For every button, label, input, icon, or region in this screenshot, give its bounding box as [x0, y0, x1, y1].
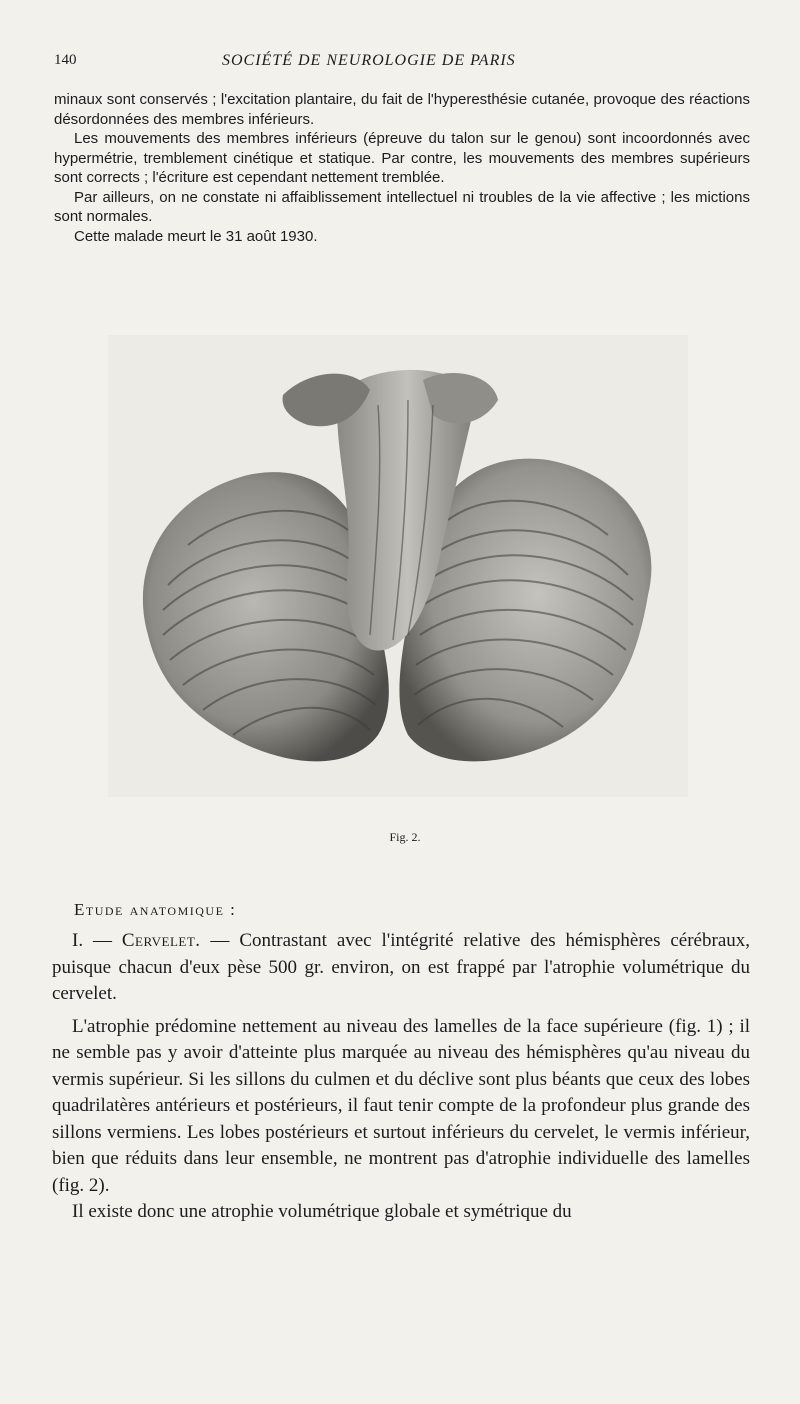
- paragraph-text: — Contrastant avec l'intégrité relative des hémisphères cérébraux, puisque chacun d'eux pèse 500 gr. environ, on est frappé par l'atrophie volumétrique du cervelet.: [52, 930, 750, 1004]
- subsection-heading: Cervelet.: [121, 930, 201, 951]
- journal-title: SOCIÉTÉ DE NEUROLOGIE DE PARIS: [222, 52, 516, 69]
- paragraph: [52, 928, 750, 1008]
- section-title: Etude anatomique :: [74, 900, 237, 919]
- figure-caption: Fig. 2.: [389, 830, 421, 844]
- paragraph: Cette malade meurt le 31 août 1930.: [74, 227, 318, 245]
- cerebellum-photograph: [108, 335, 688, 797]
- paragraph: minaux sont conservés ; l'excitation plantaire, du fait de l'hyperesthésie cutanée, provoque des réactions désordonnées des membres inférieurs.: [54, 91, 750, 128]
- section-number: I. —: [72, 930, 122, 951]
- paragraph: Par ailleurs, on ne constate ni affaiblissement intellectuel ni troubles de la vie affective ; les mictions sont normales.: [54, 188, 750, 225]
- page-number: 140: [54, 52, 77, 68]
- clinical-text: [54, 90, 750, 246]
- paragraph: L'atrophie prédomine nettement au niveau des lamelles de la face supérieure (fig. 1) ; il ne semble pas y avoir d'atteinte plus marquée au niveau des hémisphères qu'au niveau du vermis supérieur. Si les sillons du culmen et du déclive sont plus béants que ceux des lobes quadrilatères antérieurs et postérieurs, il faut tenir compte de la profondeur plus grande des sillons vermiens. Les lobes postérieurs et surtout inférieurs du cervelet, le vermis inférieur, bien que réduits dans leur ensemble, ne montrent pas d'atrophie individuelle des lamelles (fig. 2).: [52, 1015, 750, 1196]
- page-header: [54, 52, 749, 76]
- anatomical-text: [52, 928, 750, 1226]
- paragraph: Il existe donc une atrophie volumétrique globale et symétrique du: [72, 1201, 572, 1222]
- cerebellum-illustration: [108, 335, 688, 797]
- paragraph: Les mouvements des membres inférieurs (épreuve du talon sur le genou) sont incoordonnés avec hypermétrie, tremblement cinétique et statique. Par contre, les mouvements des membres supérieurs sont corrects ; l'écriture est cependant nettement tremblée.: [54, 130, 750, 186]
